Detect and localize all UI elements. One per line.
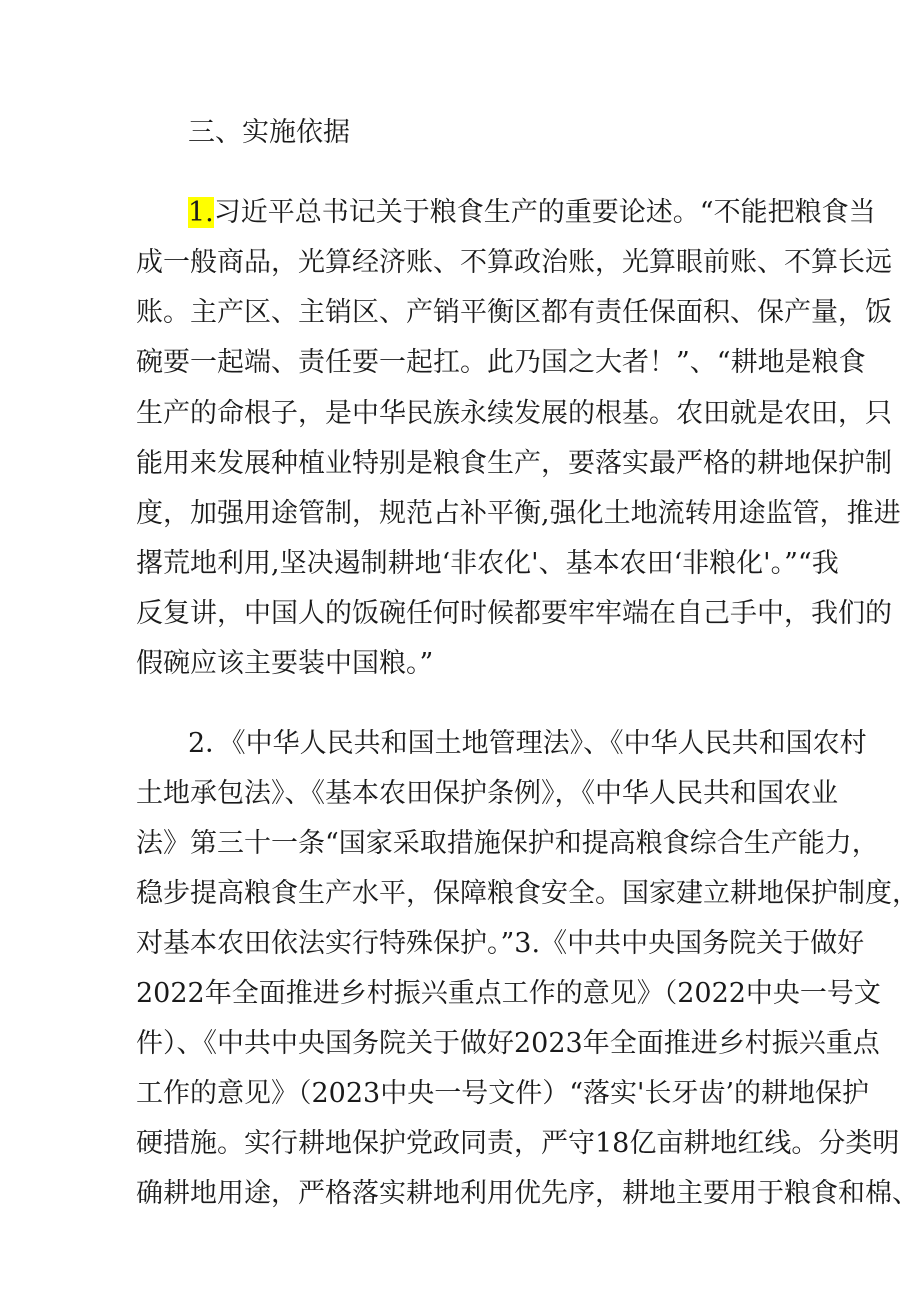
p1-line-5: 生产的命根子，是中华民族永续发展的根基。农田就是农田，只	[136, 398, 892, 429]
p1-line-3: 账。主产区、主销区、产销平衡区都有责任保面积、保产量，饭	[136, 297, 892, 328]
p1-line-7: 度，加强用途管制，规范占补平衡,强化土地流转用途监管，推进	[136, 498, 901, 529]
highlighted-item-marker: 1.	[188, 197, 214, 228]
p1-line-1-text: 习近平总书记关于粮食生产的重要论述。“不能把粮食当	[213, 197, 876, 228]
p2-line-10: 确耕地用途，严格落实耕地利用优先序，耕地主要用于粮食和棉、	[136, 1178, 919, 1209]
p2-line-3: 法》第三十一条“国家采取措施保护和提高粮食综合生产能力，	[136, 828, 879, 859]
p1-line-2: 成一般商品，光算经济账、不算政治账，光算眼前账、不算长远	[136, 247, 892, 278]
p2-line-9: 硬措施。实行耕地保护党政同责，严守18亿亩耕地红线。分类明	[136, 1128, 900, 1159]
p2-line-1: 2．《中华人民共和国土地管理法》、《中华人民共和国农村	[188, 728, 867, 759]
p1-line-8: 撂荒地利用,坚决遏制耕地‘非农化'、基本农田‘非粮化'。”“我	[136, 548, 839, 579]
section-heading: 三、实施依据	[188, 117, 350, 148]
p1-line-9: 反复讲，中国人的饭碗任何时候都要牢牢端在自己手中，我们的	[136, 598, 892, 629]
p2-line-4: 稳步提高粮食生产水平，保障粮食安全。国家建立耕地保护制度，	[136, 878, 919, 909]
p1-line-4: 碗要一起端、责任要一起扛。此乃国之大者！”、“耕地是粮食	[136, 347, 866, 378]
p2-line-7: 件）、《中共中央国务院关于做好2023年全面推进乡村振兴重点	[136, 1028, 880, 1059]
p2-line-8: 工作的意见》（2023中央一号文件）“落实'长牙齿’的耕地保护	[136, 1078, 870, 1109]
p1-line-1	[188, 196, 876, 230]
p1-line-6: 能用来发展种植业特别是粮食生产，要落实最严格的耕地保护制	[136, 448, 892, 479]
p2-line-2: 土地承包法》、《基本农田保护条例》，《中华人民共和国农业	[136, 778, 838, 809]
p1-line-10: 假碗应该主要装中国粮。”	[136, 648, 434, 679]
p2-line-5: 对基本农田依法实行特殊保护。”3.《中共中央国务院关于做好	[136, 928, 865, 959]
p2-line-6: 2022年全面推进乡村振兴重点工作的意见》（2022中央一号文	[136, 978, 881, 1009]
